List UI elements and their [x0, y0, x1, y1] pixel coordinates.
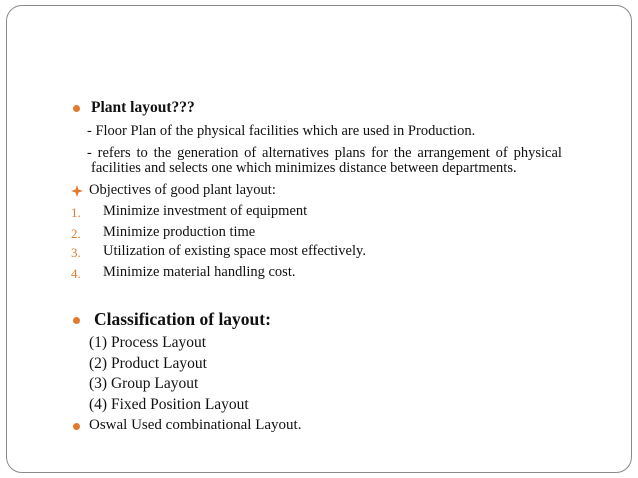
floor-plan-text: - Floor Plan of the physical facilities which are used in Production. — [87, 123, 476, 139]
list-number: 4. — [71, 266, 81, 281]
bullet-dot — [73, 423, 80, 430]
list-item: Minimize material handling cost. — [103, 264, 296, 280]
list-number: 1. — [71, 205, 81, 220]
layout-type-item: (1) Process Layout — [89, 334, 207, 351]
refers-text-line1: - refers to the generation of alternatives plans for the arrangement of physical — [87, 145, 562, 161]
list-item: Minimize production time — [103, 224, 256, 240]
list-item: Utilization of existing space most effectively. — [103, 243, 366, 259]
diamond-bullet-icon — [71, 185, 83, 197]
list-number: 3. — [71, 245, 81, 260]
objectives-heading: Objectives of good plant layout: — [89, 182, 276, 198]
refers-text-line2: facilities and selects one which minimizes distance between departments. — [91, 160, 517, 176]
layout-type-item: (2) Product Layout — [89, 355, 207, 372]
layout-type-item: (4) Fixed Position Layout — [89, 396, 249, 413]
list-item: Minimize investment of equipment — [103, 203, 308, 219]
classification-heading: Classification of layout: — [94, 309, 271, 329]
bullet-dot — [73, 105, 80, 112]
oswal-text: Oswal Used combinational Layout. — [89, 417, 302, 433]
bullet-dot — [73, 317, 80, 324]
plant-layout-heading: Plant layout??? — [91, 99, 195, 116]
layout-type-item: (3) Group Layout — [89, 375, 199, 392]
list-number: 2. — [71, 226, 81, 241]
